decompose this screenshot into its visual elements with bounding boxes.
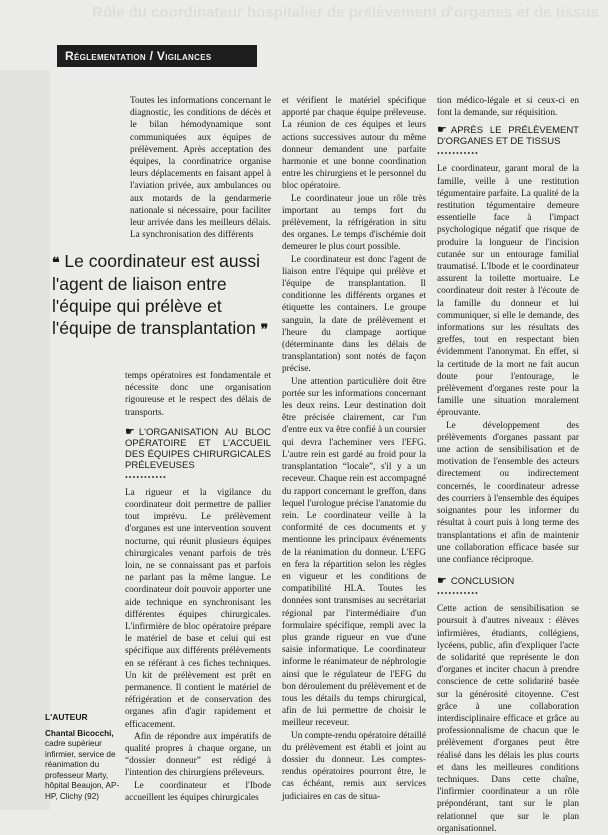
section-heading: ☛ L'ORGANISATION AU BLOC OPÉRATOIRE ET L'ACCUEIL DES ÉQUIPES CHIRURGICALES PRÉLEVEUSES	[125, 425, 271, 471]
bleed-through-left	[0, 70, 50, 810]
page-header-faint: Rôle du coordinateur hospitalier de prélèvement d'organes et de tissus	[92, 4, 600, 21]
body-paragraph: Le coordinateur, garant moral de la famille, veille à une restitution tégumentaire parfaite. La qualité de la restitution tégumentaire demeure essentielle face à l'impact psychologique négatif que risque de produire la longueur de l'incision cutanée sur un entourage familial traumatisé. L'Ibode et le coordinateur assurent la toilette mortuaire. Le coordinateur doit rester à l'écoute de la famille du donneur et lui communiquer, si elle le demande, des informations sur les résultats des greffes, tout en respectant bien évidemment l'anonymat. En effet, si la certitude de la mort ne fait aucun doute pour l'entourage, le prélèvement d'organes reste pour la famille une situation moralement éprouvante.	[437, 164, 579, 419]
body-paragraph: et vérifient le matériel spécifique apporté par chaque équipe préleveuse. La réunion de ces équipes et leurs actions successives autour du même donneur demandent une parfaite harmonie et une bonne coordination entre les chirurgiens et le personnel du bloc opératoire.	[282, 96, 426, 192]
open-quote-mark: ❝	[52, 254, 60, 270]
body-paragraph: Un compte-rendu opératoire détaillé du prélèvement est établi et joint au dossier du donneur. Les comptes-rendus opératoires pourront être, le cas échéant, remis aux services judiciaires en cas de situa-	[282, 730, 427, 802]
dots-divider: •••••••••••	[437, 589, 479, 599]
body-paragraph: tion médico-légale et si ceux-ci en font la demande, sur réquisition.	[437, 96, 579, 119]
author-box	[45, 712, 127, 802]
section-heading: ☛ APRÈS LE PRÉLÈVEMENT D'ORGANES ET DE TISSUS	[437, 124, 579, 148]
author-name: Chantal Bicocchi,	[45, 728, 114, 738]
body-paragraph: Cette action de sensibilisation se poursuit à d'autres niveaux : élèves infirmières, étudiants, collégiens, lycéens, public, afin d'expliquer l'acte de solidarité que représente le don d'organes et inciter chacun à prendre conscience de cette solidarité basée sur la générosité citoyenne. C'est grâce à une collaboration interdisciplinaire efficace et grâce au professionnalisme de chacun que le prélèvement d'organes peut être réalisé dans les délais les plus courts et dans les meilleures conditions techniques. Dans cette chaîne, l'infirmier coordinateur a un rôle prépondérant, tant sur le plan relationnel que sur le plan organisationnel.	[437, 604, 579, 834]
column-2	[282, 95, 426, 813]
body-paragraph: Une attention particulière doit être portée sur les informations concernant les deux reins. Leur destination doit être précisée clairement, car l'un d'entre eux va être confié à un coursier qui devra l'acheminer vers l'EFG. L'autre rein est gardé au froid pour la transplantation “locale”, s'il y a un receveur. Chaque rein est accompagné du rapport concernant le greffon, dans lequel l'urologue précise l'anatomie du rein. Le coordinateur veille à la conformité de ces documents et y mentionne les principaux événements de la réanimation du donneur. L'EFG en fera la répartition selon les règles en vigueur et les conditions de compatibilité HLA. Toutes les données sont transmises au secrétariat régional par l'intermédiaire d'un formulaire spécifique, rempli avec la plus grande rigueur en vue d'une saisie informatique. Le coordinateur informe le réanimateur de néphrologie ainsi que le régulateur de l'EFG du bon déroulement du prélèvement et de tous les détails du temps chirurgical, afin de lui permettre de choisir le meilleur receveur.	[282, 376, 426, 729]
section-heading: ☛ CONCLUSION	[437, 575, 515, 588]
body-paragraph: Le coordinateur joue un rôle très important au temps fort du prélèvement, la réfrigération in situ des organes. Le temps d'ischémie doit demeurer le plus court possible.	[282, 193, 426, 253]
column-1-bottom	[125, 370, 271, 813]
author-bio: cadre supérieur infirmier, service de réanimation du professeur Marty, hôpital Beaujon, AP-HP, Clichy (92)	[45, 739, 120, 801]
body-paragraph: Toutes les informations concernant le diagnostic, les conditions de décès et le bilan hémodynamique sont communiquées aux équipes de prélèvement. Après acceptation des équipes, la coordinatrice organise leurs déplacements en faisant appel à l'aviation privée, aux ambulances ou aux motards de la gendarmerie nationale si nécessaire, pour faciliter leur arrivée dans les meilleurs délais. La synchronisation des différents	[130, 96, 271, 241]
close-quote-mark: ❞	[260, 321, 269, 337]
pointing-hand-icon: ☛	[125, 425, 135, 438]
rubric-banner: Réglementation / Vigilances	[57, 45, 257, 67]
body-paragraph: Le développement des prélèvements d'organes passant par une action de sensibilisation et de motivation de l'ensemble des acteurs directement ou indirectement concernés, le coordinateur adresse des courriers à l'ensemble des équipes soignantes pour les informer du résultat à court puis à long terme des transplantations et afin de maintenir une collaboration efficace basée sur une confiance réciproque.	[437, 420, 579, 565]
dots-divider: •••••••••••	[437, 149, 479, 159]
pull-quote	[52, 250, 280, 340]
column-1-top	[130, 95, 271, 241]
body-paragraph: Le coordinateur est donc l'agent de liaison entre l'équipe qui prélève et l'équipe de transplantation. Il conditionne les différents organes et étiquette les containers. Le groupe sanguin, la date de prélèvement et l'heure du clampage aortique (déterminante dans les délais de transplantation) sont notés de façon précise.	[282, 254, 426, 375]
column-3	[437, 95, 579, 834]
body-paragraph: temps opératoires est fondamentale et nécessite donc une organisation rigoureuse et le respect des délais de transports.	[125, 371, 271, 418]
dots-divider: •••••••••••	[125, 472, 167, 482]
pointing-hand-icon: ☛	[437, 575, 447, 588]
body-paragraph: La rigueur et la vigilance du coordinateur doit permettre de pallier tout imprévu. Le prélèvement d'organes est une intervention souvent nocturne, qui réunit plusieurs équipes chirurgicales venant parfois de très loin, ne se connaissant pas et parfois ne parlant pas la même langue. Le coordinateur doit pouvoir apporter une aide technique en synchronisant les différentes équipes chirurgicales. L'infirmière de bloc opératoire prépare le matériel de base et celui qui est spécifique aux différents prélèvements en se référant à ces fiches techniques. Un kit de prélèvement est prêt en permanence. Il contient le matériel de réfrigération et de conservation des organes afin d'agir rapidement et efficacement.	[125, 487, 271, 730]
body-paragraph: Afin de répondre aux impératifs de qualité propres à chaque organe, un “dossier donneur” est rédigé à l'intention des chirurgiens préleveurs.	[125, 731, 271, 779]
pointing-hand-icon: ☛	[437, 124, 447, 137]
body-paragraph: Le coordinateur et l'Ibode accueillent les équipes chirurgicales	[125, 780, 271, 803]
pull-quote-text: Le coordinateur est aussi l'agent de liaison entre l'équipe qui prélève et l'équipe de transplantation	[52, 251, 260, 338]
author-heading: L'AUTEUR	[45, 712, 88, 722]
